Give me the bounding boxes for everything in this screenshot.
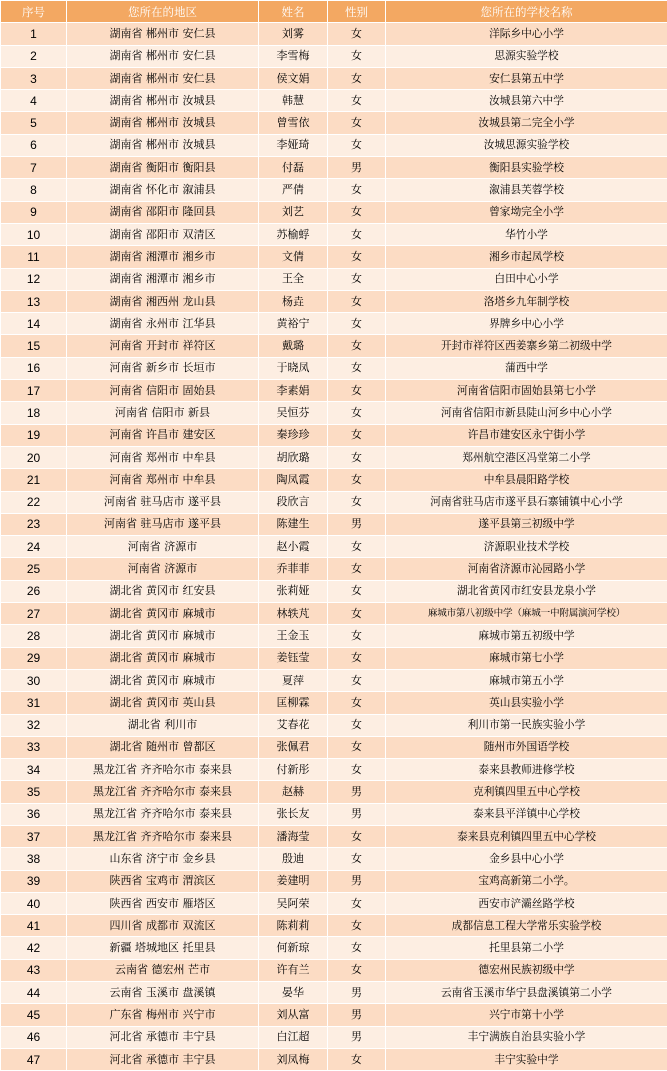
cell-index: 11 (1, 246, 67, 268)
cell-index: 26 (1, 580, 67, 602)
cell-gender: 女 (328, 603, 386, 625)
cell-name: 刘从富 (259, 1004, 328, 1026)
cell-gender: 女 (328, 357, 386, 379)
cell-name: 段欣言 (259, 491, 328, 513)
cell-name: 王全 (259, 268, 328, 290)
cell-name: 吴阿荣 (259, 892, 328, 914)
header-row (1, 1, 667, 23)
cell-region: 湖南省 永州市 江华县 (67, 313, 259, 335)
cell-index: 29 (1, 647, 67, 669)
cell-name: 陶凤霞 (259, 469, 328, 491)
cell-school: 湖北省黄冈市红安县龙泉小学 (386, 580, 667, 602)
cell-name: 曾雪依 (259, 112, 328, 134)
cell-gender: 女 (328, 67, 386, 89)
cell-region: 河南省 开封市 祥符区 (67, 335, 259, 357)
cell-index: 16 (1, 357, 67, 379)
cell-region: 广东省 梅州市 兴宁市 (67, 1004, 259, 1026)
cell-region: 湖南省 湘西州 龙山县 (67, 290, 259, 312)
cell-name: 赵小霞 (259, 536, 328, 558)
table-row (1, 848, 667, 870)
cell-school: 泰来县克利镇四里五中心学校 (386, 825, 667, 847)
cell-name: 戴璐 (259, 335, 328, 357)
cell-index: 39 (1, 870, 67, 892)
table-row (1, 157, 667, 179)
cell-name: 刘雾 (259, 23, 328, 45)
cell-name: 白江超 (259, 1026, 328, 1048)
cell-name: 杨垚 (259, 290, 328, 312)
cell-name: 潘海莹 (259, 825, 328, 847)
table-row (1, 424, 667, 446)
cell-school: 河南省信阳市新县陡山河乡中心小学 (386, 402, 667, 424)
cell-name: 夏萍 (259, 669, 328, 691)
table-row (1, 513, 667, 535)
cell-index: 37 (1, 825, 67, 847)
table-row (1, 45, 667, 67)
cell-gender: 女 (328, 446, 386, 468)
cell-name: 付新彤 (259, 759, 328, 781)
cell-gender: 女 (328, 580, 386, 602)
cell-region: 河南省 信阳市 固始县 (67, 380, 259, 402)
cell-school: 德宏州民族初级中学 (386, 959, 667, 981)
cell-gender: 女 (328, 134, 386, 156)
cell-gender: 女 (328, 90, 386, 112)
cell-school: 溆浦县芙蓉学校 (386, 179, 667, 201)
cell-school: 蒲西中学 (386, 357, 667, 379)
cell-gender: 男 (328, 803, 386, 825)
cell-name: 严倩 (259, 179, 328, 201)
table-row (1, 781, 667, 803)
cell-index: 12 (1, 268, 67, 290)
cell-region: 河北省 承德市 丰宁县 (67, 1048, 259, 1070)
cell-index: 30 (1, 669, 67, 691)
cell-index: 42 (1, 937, 67, 959)
cell-index: 4 (1, 90, 67, 112)
cell-name: 张长友 (259, 803, 328, 825)
cell-school: 麻城市第七小学 (386, 647, 667, 669)
cell-school: 安仁县第五中学 (386, 67, 667, 89)
cell-name: 付磊 (259, 157, 328, 179)
cell-school: 中牟县晨阳路学校 (386, 469, 667, 491)
cell-index: 24 (1, 536, 67, 558)
cell-region: 湖南省 湘潭市 湘乡市 (67, 268, 259, 290)
cell-region: 河北省 承德市 丰宁县 (67, 1026, 259, 1048)
cell-region: 云南省 德宏州 芒市 (67, 959, 259, 981)
cell-name: 胡欣璐 (259, 446, 328, 468)
table-row (1, 268, 667, 290)
cell-region: 湖南省 怀化市 溆浦县 (67, 179, 259, 201)
cell-region: 云南省 玉溪市 盘溪镇 (67, 982, 259, 1004)
cell-index: 35 (1, 781, 67, 803)
cell-name: 何新琼 (259, 937, 328, 959)
cell-index: 47 (1, 1048, 67, 1070)
table-row (1, 669, 667, 691)
table-row (1, 558, 667, 580)
cell-index: 27 (1, 603, 67, 625)
cell-school: 宝鸡高新第二小学。 (386, 870, 667, 892)
table-row (1, 402, 667, 424)
table-row (1, 870, 667, 892)
cell-name: 艾春花 (259, 714, 328, 736)
cell-gender: 女 (328, 491, 386, 513)
cell-school: 成都信息工程大学常乐实验学校 (386, 915, 667, 937)
table-row (1, 959, 667, 981)
cell-school: 思源实验学校 (386, 45, 667, 67)
table-row (1, 1048, 667, 1070)
cell-index: 41 (1, 915, 67, 937)
cell-school: 河南省济源市沁园路小学 (386, 558, 667, 580)
table-row (1, 246, 667, 268)
cell-index: 14 (1, 313, 67, 335)
cell-region: 河南省 信阳市 新县 (67, 402, 259, 424)
cell-region: 湖北省 随州市 曾都区 (67, 736, 259, 758)
cell-gender: 男 (328, 513, 386, 535)
cell-gender: 男 (328, 157, 386, 179)
cell-index: 25 (1, 558, 67, 580)
table-row (1, 915, 667, 937)
cell-school: 湘乡市起凤学校 (386, 246, 667, 268)
cell-gender: 女 (328, 469, 386, 491)
cell-region: 湖南省 郴州市 安仁县 (67, 67, 259, 89)
cell-gender: 女 (328, 536, 386, 558)
cell-gender: 女 (328, 692, 386, 714)
cell-region: 河南省 郑州市 中牟县 (67, 446, 259, 468)
cell-index: 34 (1, 759, 67, 781)
cell-name: 赵赫 (259, 781, 328, 803)
table-row (1, 714, 667, 736)
cell-name: 殷迪 (259, 848, 328, 870)
cell-school: 河南省驻马店市遂平县石寨铺镇中心小学 (386, 491, 667, 513)
cell-gender: 男 (328, 781, 386, 803)
cell-region: 黑龙江省 齐齐哈尔市 泰来县 (67, 759, 259, 781)
cell-name: 文倩 (259, 246, 328, 268)
cell-school: 汝城县第二完全小学 (386, 112, 667, 134)
cell-school: 金乡县中心小学 (386, 848, 667, 870)
cell-name: 侯文娟 (259, 67, 328, 89)
cell-school: 丰宁实验中学 (386, 1048, 667, 1070)
cell-region: 湖北省 黄冈市 英山县 (67, 692, 259, 714)
cell-gender: 女 (328, 380, 386, 402)
table-row (1, 647, 667, 669)
cell-index: 18 (1, 402, 67, 424)
table-row (1, 1026, 667, 1048)
table-row (1, 290, 667, 312)
cell-school: 麻城市第八初级中学（麻城一中附属演河学校） (386, 603, 667, 625)
cell-region: 新疆 塔城地区 托里县 (67, 937, 259, 959)
table-row (1, 335, 667, 357)
cell-index: 20 (1, 446, 67, 468)
cell-region: 河南省 驻马店市 遂平县 (67, 513, 259, 535)
table-row (1, 759, 667, 781)
cell-region: 湖南省 郴州市 安仁县 (67, 45, 259, 67)
cell-name: 姜建明 (259, 870, 328, 892)
table-row (1, 580, 667, 602)
cell-school: 兴宁市第十小学 (386, 1004, 667, 1026)
cell-name: 刘凤梅 (259, 1048, 328, 1070)
cell-index: 46 (1, 1026, 67, 1048)
cell-gender: 女 (328, 736, 386, 758)
cell-school: 河南省信阳市固始县第七小学 (386, 380, 667, 402)
cell-region: 湖北省 黄冈市 麻城市 (67, 669, 259, 691)
cell-region: 湖南省 郴州市 汝城县 (67, 112, 259, 134)
cell-school: 丰宁满族自治县实验小学 (386, 1026, 667, 1048)
cell-gender: 女 (328, 825, 386, 847)
table-row (1, 692, 667, 714)
cell-name: 许有兰 (259, 959, 328, 981)
table-row (1, 90, 667, 112)
cell-gender: 女 (328, 669, 386, 691)
cell-region: 黑龙江省 齐齐哈尔市 泰来县 (67, 825, 259, 847)
table-row (1, 134, 667, 156)
cell-index: 21 (1, 469, 67, 491)
cell-school: 白田中心小学 (386, 268, 667, 290)
cell-region: 湖南省 郴州市 安仁县 (67, 23, 259, 45)
cell-region: 黑龙江省 齐齐哈尔市 泰来县 (67, 803, 259, 825)
table-row (1, 469, 667, 491)
cell-gender: 女 (328, 402, 386, 424)
cell-gender: 女 (328, 959, 386, 981)
cell-school: 西安市浐灞丝路学校 (386, 892, 667, 914)
cell-school: 托里县第二小学 (386, 937, 667, 959)
cell-school: 英山县实验小学 (386, 692, 667, 714)
cell-gender: 女 (328, 892, 386, 914)
cell-region: 湖南省 湘潭市 湘乡市 (67, 246, 259, 268)
cell-region: 湖南省 邵阳市 隆回县 (67, 201, 259, 223)
cell-region: 湖北省 黄冈市 麻城市 (67, 603, 259, 625)
table-row (1, 982, 667, 1004)
cell-region: 湖北省 黄冈市 红安县 (67, 580, 259, 602)
cell-gender: 女 (328, 223, 386, 245)
table-row (1, 892, 667, 914)
cell-school: 泰来县教师进修学校 (386, 759, 667, 781)
cell-index: 19 (1, 424, 67, 446)
cell-school: 华竹小学 (386, 223, 667, 245)
cell-name: 苏榆蜉 (259, 223, 328, 245)
cell-gender: 女 (328, 201, 386, 223)
cell-name: 姜钰莹 (259, 647, 328, 669)
cell-region: 湖南省 郴州市 汝城县 (67, 90, 259, 112)
cell-school: 麻城市第五小学 (386, 669, 667, 691)
cell-gender: 女 (328, 424, 386, 446)
cell-gender: 女 (328, 558, 386, 580)
table-row (1, 201, 667, 223)
cell-gender: 女 (328, 112, 386, 134)
header-gender: 性别 (328, 1, 386, 23)
cell-name: 林轶芃 (259, 603, 328, 625)
table-row (1, 937, 667, 959)
cell-gender: 女 (328, 937, 386, 959)
cell-region: 河南省 济源市 (67, 558, 259, 580)
cell-region: 山东省 济宁市 金乡县 (67, 848, 259, 870)
cell-index: 2 (1, 45, 67, 67)
cell-school: 洛塔乡九年制学校 (386, 290, 667, 312)
cell-name: 匡柳霖 (259, 692, 328, 714)
cell-gender: 男 (328, 982, 386, 1004)
cell-index: 36 (1, 803, 67, 825)
table-body (1, 23, 667, 1071)
cell-gender: 男 (328, 1026, 386, 1048)
cell-index: 44 (1, 982, 67, 1004)
header-school: 您所在的学校名称 (386, 1, 667, 23)
cell-name: 李雪梅 (259, 45, 328, 67)
table-row (1, 313, 667, 335)
cell-index: 9 (1, 201, 67, 223)
cell-name: 陈建生 (259, 513, 328, 535)
cell-region: 河南省 济源市 (67, 536, 259, 558)
cell-region: 湖北省 利川市 (67, 714, 259, 736)
cell-index: 13 (1, 290, 67, 312)
cell-name: 韩慧 (259, 90, 328, 112)
cell-index: 23 (1, 513, 67, 535)
cell-index: 8 (1, 179, 67, 201)
cell-region: 陕西省 宝鸡市 渭滨区 (67, 870, 259, 892)
table-row (1, 380, 667, 402)
cell-name: 吴恒芬 (259, 402, 328, 424)
cell-index: 33 (1, 736, 67, 758)
cell-region: 湖北省 黄冈市 麻城市 (67, 647, 259, 669)
cell-gender: 女 (328, 714, 386, 736)
cell-gender: 女 (328, 915, 386, 937)
cell-school: 衡阳县实验学校 (386, 157, 667, 179)
cell-school: 遂平县第三初级中学 (386, 513, 667, 535)
cell-name: 刘艺 (259, 201, 328, 223)
cell-name: 王金玉 (259, 625, 328, 647)
cell-index: 32 (1, 714, 67, 736)
cell-gender: 女 (328, 290, 386, 312)
cell-region: 湖南省 郴州市 汝城县 (67, 134, 259, 156)
cell-school: 济源职业技术学校 (386, 536, 667, 558)
cell-school: 郑州航空港区冯堂第二小学 (386, 446, 667, 468)
cell-name: 于晓凤 (259, 357, 328, 379)
table-row (1, 23, 667, 45)
cell-school: 许昌市建安区永宁街小学 (386, 424, 667, 446)
cell-region: 湖南省 衡阳市 衡阳县 (67, 157, 259, 179)
cell-school: 云南省玉溪市华宁县盘溪镇第二小学 (386, 982, 667, 1004)
table-row (1, 736, 667, 758)
cell-gender: 女 (328, 313, 386, 335)
table-row (1, 825, 667, 847)
table-row (1, 1004, 667, 1026)
cell-gender: 女 (328, 759, 386, 781)
table-row (1, 67, 667, 89)
table-row (1, 536, 667, 558)
table-row (1, 491, 667, 513)
cell-index: 15 (1, 335, 67, 357)
cell-index: 43 (1, 959, 67, 981)
cell-gender: 女 (328, 647, 386, 669)
cell-index: 28 (1, 625, 67, 647)
cell-gender: 女 (328, 179, 386, 201)
cell-name: 张莉娅 (259, 580, 328, 602)
cell-index: 38 (1, 848, 67, 870)
cell-gender: 女 (328, 23, 386, 45)
cell-name: 乔菲菲 (259, 558, 328, 580)
cell-index: 10 (1, 223, 67, 245)
cell-index: 31 (1, 692, 67, 714)
cell-gender: 女 (328, 246, 386, 268)
header-name: 姓名 (259, 1, 328, 23)
table-header (1, 1, 667, 23)
cell-school: 汝城思源实验学校 (386, 134, 667, 156)
table-row (1, 446, 667, 468)
cell-school: 克利镇四里五中心学校 (386, 781, 667, 803)
cell-name: 秦珍珍 (259, 424, 328, 446)
cell-region: 河南省 许昌市 建安区 (67, 424, 259, 446)
table-row (1, 625, 667, 647)
cell-index: 1 (1, 23, 67, 45)
cell-name: 晏华 (259, 982, 328, 1004)
cell-school: 利川市第一民族实验小学 (386, 714, 667, 736)
cell-index: 22 (1, 491, 67, 513)
cell-school: 麻城市第五初级中学 (386, 625, 667, 647)
cell-name: 李素娟 (259, 380, 328, 402)
cell-index: 3 (1, 67, 67, 89)
cell-gender: 女 (328, 268, 386, 290)
cell-gender: 女 (328, 335, 386, 357)
cell-gender: 男 (328, 870, 386, 892)
cell-gender: 女 (328, 45, 386, 67)
cell-index: 40 (1, 892, 67, 914)
cell-school: 随州市外国语学校 (386, 736, 667, 758)
table-row (1, 223, 667, 245)
table-row (1, 112, 667, 134)
cell-region: 湖南省 邵阳市 双清区 (67, 223, 259, 245)
table-row (1, 179, 667, 201)
cell-name: 张佩君 (259, 736, 328, 758)
cell-index: 17 (1, 380, 67, 402)
table-row (1, 803, 667, 825)
cell-index: 45 (1, 1004, 67, 1026)
cell-school: 开封市祥符区西姜寨乡第二初级中学 (386, 335, 667, 357)
cell-region: 四川省 成都市 双流区 (67, 915, 259, 937)
cell-region: 河南省 驻马店市 遂平县 (67, 491, 259, 513)
header-region: 您所在的地区 (67, 1, 259, 23)
cell-gender: 男 (328, 1004, 386, 1026)
cell-region: 黑龙江省 齐齐哈尔市 泰来县 (67, 781, 259, 803)
table-row (1, 357, 667, 379)
cell-name: 黄裕宁 (259, 313, 328, 335)
cell-school: 泰来县平洋镇中心学校 (386, 803, 667, 825)
cell-school: 洋际乡中心小学 (386, 23, 667, 45)
cell-region: 陕西省 西安市 雁塔区 (67, 892, 259, 914)
cell-school: 界牌乡中心小学 (386, 313, 667, 335)
cell-region: 河南省 郑州市 中牟县 (67, 469, 259, 491)
cell-region: 河南省 新乡市 长垣市 (67, 357, 259, 379)
cell-index: 5 (1, 112, 67, 134)
cell-school: 曾家坳完全小学 (386, 201, 667, 223)
table-row (1, 603, 667, 625)
header-index: 序号 (1, 1, 67, 23)
cell-region: 湖北省 黄冈市 麻城市 (67, 625, 259, 647)
cell-school: 汝城县第六中学 (386, 90, 667, 112)
cell-index: 6 (1, 134, 67, 156)
cell-name: 陈莉莉 (259, 915, 328, 937)
cell-gender: 女 (328, 848, 386, 870)
cell-index: 7 (1, 157, 67, 179)
cell-gender: 女 (328, 625, 386, 647)
cell-gender: 女 (328, 1048, 386, 1070)
cell-name: 李娅琦 (259, 134, 328, 156)
